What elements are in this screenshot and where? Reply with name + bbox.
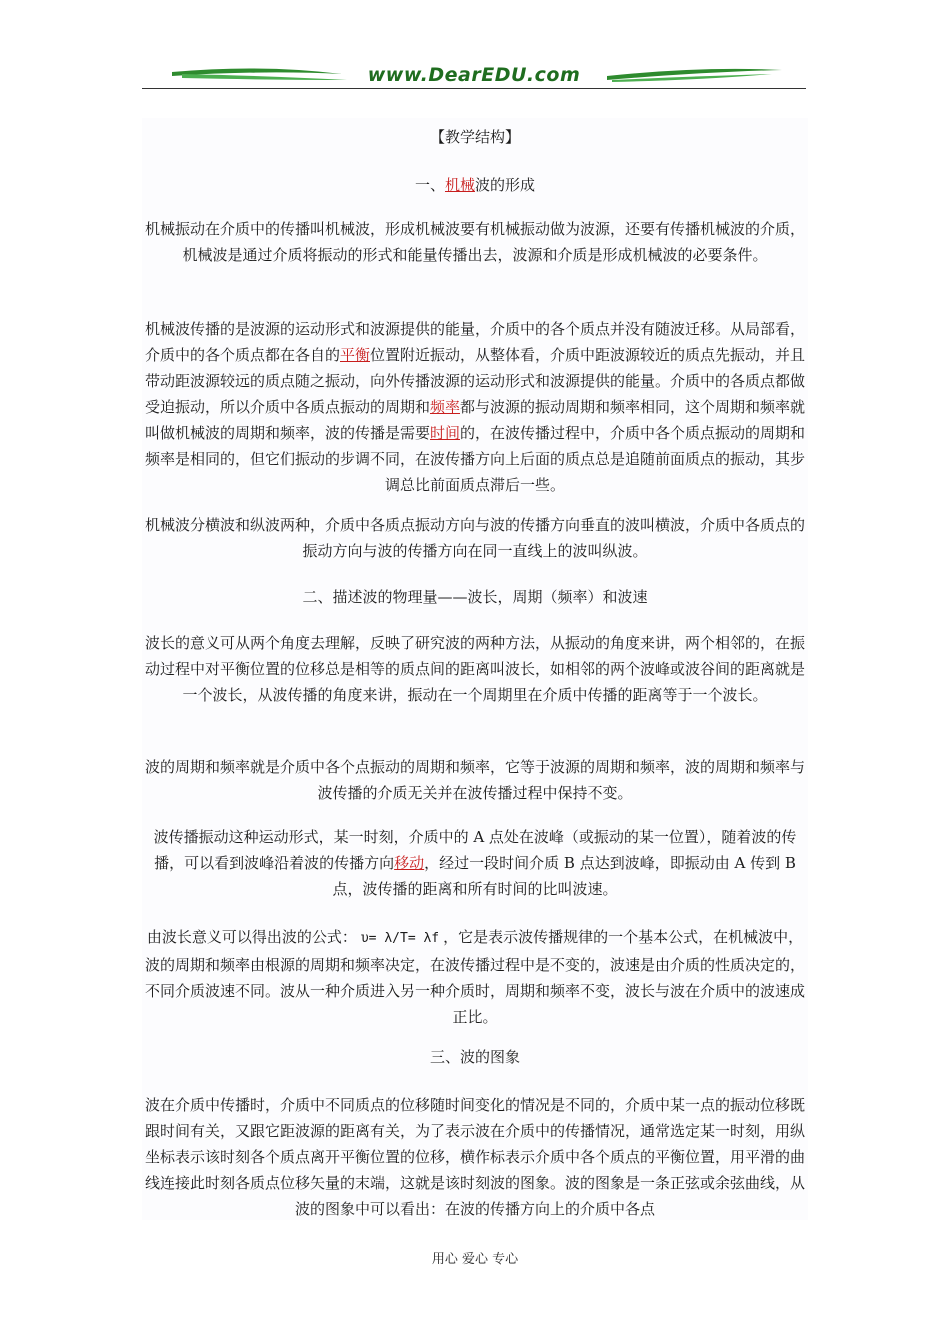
p2-text-a: 机械波传播的是波源的运动形式和波源提供的能量，介质中的各个质点并没有随波迁移。从局部看，介质中的各个质点都在各自的	[144, 320, 805, 364]
site-logo-text: www.DearEDU.com	[367, 64, 581, 86]
link-pinlv[interactable]: 频率	[429, 398, 460, 416]
p6-text-a: 波传播振动这种运动形式，某一时刻，介质中的 A 点处在波峰（或振动的某一位置），随着波的传播，可以看到波峰沿着波的传播方向	[153, 828, 797, 872]
page-header	[142, 62, 806, 92]
paragraph-7	[142, 924, 808, 1030]
section2-heading: 二、描述波的物理量——波长，周期（频率）和波速	[302, 588, 648, 606]
page-footer: 用心 爱心 专心	[431, 1252, 519, 1267]
link-jixie[interactable]: 机械	[444, 176, 475, 194]
paragraph-4: 波长的意义可从两个角度去理解，反映了研究波的两种方法，从振动的角度来讲，两个相邻的，在振动过程中对平衡位置的位移总是相等的质点间的距离叫波长，如相邻的两个波峰或波谷间的距离就是一个波长，从波传播的角度来讲，振动在一个周期里在介质中传播的距离等于一个波长。	[144, 634, 805, 704]
wave-formula: υ= λ/T= λf	[360, 931, 440, 946]
link-pingheng[interactable]: 平衡	[339, 346, 370, 364]
p7-text-b: ，它是表示波传播规律的一个基本公式，在机械波中，波的周期和频率由根源的周期和频率决定，在波传播过程中是不变的，波速是由介质的性质决定的，不同介质波速不同。波从一种介质进入另一种介质时，周期和频率不变，波长与波在介质中的波速成正比。	[144, 928, 805, 1026]
p7-text-a: 由波长意义可以得出波的公式：	[146, 928, 357, 946]
paragraph-3: 机械波分横波和纵波两种，介质中各质点振动方向与波的传播方向垂直的波叫横波，介质中各质点的振动方向与波的传播方向在同一直线上的波叫纵波。	[144, 516, 805, 560]
p2-text-c: 都与波源的振动周期和频率相同，这个周期和频率就叫做机械波的周期和频率，波的传播是需要	[144, 398, 806, 442]
document-body	[142, 118, 808, 1220]
paragraph-2	[142, 316, 808, 498]
paragraph-5: 波的周期和频率就是介质中各个点振动的周期和频率，它等于波源的周期和频率，波的周期和频率与波传播的介质无关并在波传播过程中保持不变。	[144, 758, 805, 802]
structure-heading: 【教学结构】	[429, 128, 520, 146]
paragraph-6	[142, 824, 808, 902]
header-divider	[142, 88, 806, 89]
link-yidong[interactable]: 移动	[394, 854, 425, 872]
section1-suffix: 波的形成	[475, 176, 536, 194]
p2-text-d: 的，在波传播过程中，介质中各个质点振动的周期和频率是相同的，但它们振动的步调不同，在波传播方向上后面的质点总是追随前面质点的振动，其步调总比前面质点滞后一些。	[144, 424, 806, 494]
p6-text-b: ，经过一段时间介质 B 点达到波峰，即振动由 A 传到 B 点，波传播的距离和所有时间的比叫波速。	[332, 854, 796, 898]
section1-heading	[142, 172, 808, 198]
p2-text-b: 位置附近振动，从整体看，介质中距波源较近的质点先振动，并且带动距波源较远的质点随之振动，向外传播波源的运动形式和波源提供的能量。介质中的各质点都做受迫振动，所以介质中各质点振动的周期和	[144, 346, 806, 416]
paragraph-1: 机械振动在介质中的传播叫机械波，形成机械波要有机械振动做为波源，还要有传播机械波的介质，机械波是通过介质将振动的形式和能量传播出去，波源和介质是形成机械波的必要条件。	[144, 220, 805, 264]
paragraph-8: 波在介质中传播时，介质中不同质点的位移随时间变化的情况是不同的，介质中某一点的振动位移既跟时间有关，又跟它距波源的距离有关，为了表示波在介质中的传播情况，通常选定某一时刻，用纵坐标表示该时刻各个质点离开平衡位置的位移，横作标表示介质中各个质点的平衡位置，用平滑的曲线连接此时刻各质点位移矢量的末端，这就是该时刻波的图象。波的图象是一条正弦或余弦曲线，从波的图象中可以看出：在波的传播方向上的介质中各点	[144, 1096, 805, 1218]
section1-prefix: 一、	[414, 176, 445, 194]
section3-heading: 三、波的图象	[429, 1048, 520, 1066]
link-shijian[interactable]: 时间	[429, 424, 460, 442]
